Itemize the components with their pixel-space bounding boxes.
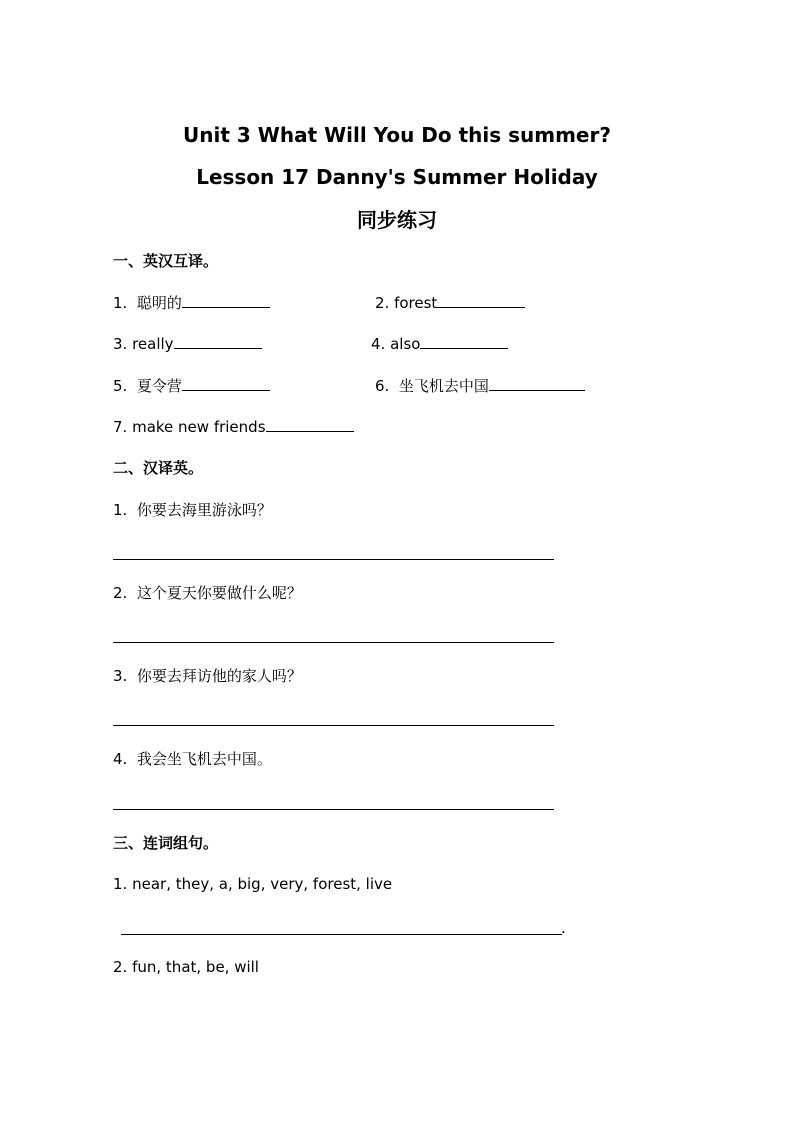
answer-blank[interactable] [174, 333, 262, 349]
item-number: 1. [113, 501, 128, 519]
item-text: 这个夏天你要做什么呢？ [136, 584, 302, 602]
item-number: 2. [375, 294, 390, 312]
part1-heading: 一、英汉互译。 [113, 252, 219, 270]
item-number: 4. [113, 750, 128, 768]
item-text: really [132, 335, 174, 353]
item-text: 我会坐飞机去中国。 [136, 750, 272, 768]
part3-heading: 三、连词组句。 [113, 834, 219, 852]
part2-item-1 [113, 500, 272, 520]
item-number: 4. [371, 335, 386, 353]
item-number: 2. [113, 584, 128, 602]
answer-line[interactable] [113, 559, 554, 560]
item-number: 2. [113, 958, 128, 976]
answer-blank[interactable] [182, 292, 270, 308]
part1-item-5 [113, 375, 270, 396]
answer-blank[interactable] [437, 292, 525, 308]
part3-item-2 [113, 957, 259, 977]
item-number: 5. [113, 377, 128, 395]
part2-item-2 [113, 583, 302, 603]
answer-line[interactable] [121, 934, 562, 935]
part3-item-1 [113, 874, 392, 894]
answer-line[interactable] [113, 642, 554, 643]
item-text: 你要去拜访他的家人吗？ [136, 667, 302, 685]
part1-item-2 [375, 292, 525, 313]
practice-title: 同步练习 [357, 208, 437, 232]
item-text: forest [394, 294, 438, 312]
answer-line[interactable] [113, 809, 554, 810]
item-text: 聪明的 [136, 294, 182, 312]
sentence-period: . [561, 919, 566, 937]
item-number: 7. [113, 418, 128, 436]
part2-item-4 [113, 749, 272, 769]
answer-blank[interactable] [489, 375, 585, 391]
item-text: 坐飞机去中国 [398, 377, 489, 395]
answer-blank[interactable] [182, 375, 270, 391]
item-number: 1. [113, 875, 128, 893]
item-number: 3. [113, 335, 128, 353]
item-number: 3. [113, 667, 128, 685]
answer-blank[interactable] [266, 416, 354, 432]
part1-item-4 [371, 333, 508, 354]
part1-item-1 [113, 292, 270, 313]
part1-item-7 [113, 416, 354, 437]
item-text: also [390, 335, 421, 353]
item-text: near, they, a, big, very, forest, live [132, 875, 393, 893]
item-number: 1. [113, 294, 128, 312]
lesson-title: Lesson 17 Danny's Summer Holiday [196, 165, 598, 189]
item-text: make new friends [132, 418, 266, 436]
answer-blank[interactable] [420, 333, 508, 349]
item-text: 夏令营 [136, 377, 182, 395]
item-text: 你要去海里游泳吗？ [136, 501, 272, 519]
part2-item-3 [113, 666, 302, 686]
part1-item-6 [375, 375, 585, 396]
item-text: fun, that, be, will [132, 958, 259, 976]
answer-line[interactable] [113, 725, 554, 726]
part1-item-3 [113, 333, 262, 354]
unit-title: Unit 3 What Will You Do this summer? [183, 123, 611, 147]
part2-heading: 二、汉译英。 [113, 459, 204, 477]
item-number: 6. [375, 377, 390, 395]
